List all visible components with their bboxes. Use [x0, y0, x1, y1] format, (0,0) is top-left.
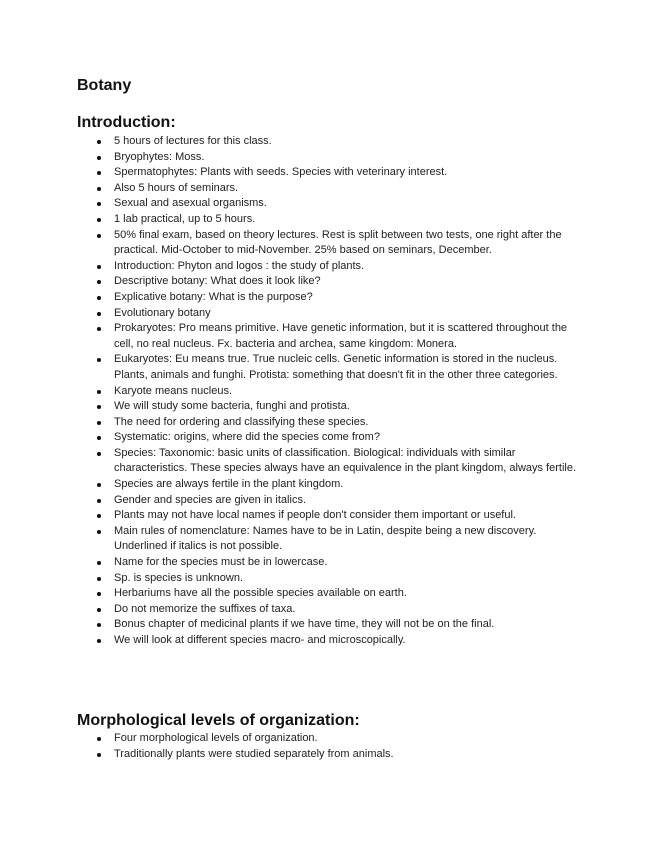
bullet-item: Explicative botany: What is the purpose? [0, 290, 580, 306]
bullet-item: Do not memorize the suffixes of taxa. [0, 602, 580, 618]
section-heading-introduction: Introduction: [77, 114, 176, 131]
bullet-item: Spermatophytes: Plants with seeds. Species with veterinary interest. [0, 165, 580, 181]
bullet-item: The need for ordering and classifying these species. [0, 415, 580, 431]
bullet-item: Descriptive botany: What does it look like? [0, 274, 580, 290]
bullet-item: Introduction: Phyton and logos : the study of plants. [0, 259, 580, 275]
bullet-item: Species: Taxonomic: basic units of classification. Biological: individuals with similar characteristics. These species always have an equivalence in the plant kingdom, always fertile. [0, 446, 580, 477]
bullet-item: Sexual and asexual organisms. [0, 196, 580, 212]
bullet-item: Main rules of nomenclature: Names have to be in Latin, despite being a new discovery. Underlined if italics is not possible. [0, 524, 580, 555]
document-title: Botany [77, 77, 132, 94]
morphological-bullet-list [0, 731, 580, 762]
bullet-item: Systematic: origins, where did the species come from? [0, 430, 580, 446]
bullet-item: Also 5 hours of seminars. [0, 181, 580, 197]
bullet-item: Sp. is species is unknown. [0, 571, 580, 587]
bullet-item: Four morphological levels of organization. [0, 731, 580, 747]
bullet-item: Gender and species are given in italics. [0, 493, 580, 509]
bullet-item: Bonus chapter of medicinal plants if we have time, they will not be on the final. [0, 617, 580, 633]
bullet-item: Herbariums have all the possible species available on earth. [0, 586, 580, 602]
bullet-item: Name for the species must be in lowercase. [0, 555, 580, 571]
bullet-item: Eukaryotes: Eu means true. True nucleic cells. Genetic information is stored in the nucleus. Plants, animals and funghi. Protista: something that doesn't fit in the other three categories. [0, 352, 580, 383]
section-heading-morphological-levels: Morphological levels of organization: [77, 712, 360, 729]
bullet-item: We will study some bacteria, funghi and protista. [0, 399, 580, 415]
bullet-item: Species are always fertile in the plant kingdom. [0, 477, 580, 493]
bullet-item: Prokaryotes: Pro means primitive. Have genetic information, but it is scattered throughout the cell, no real nucleus. Fx. bacteria and archea, same kingdom: Monera. [0, 321, 580, 352]
introduction-bullet-list [0, 134, 580, 649]
bullet-item: Bryophytes: Moss. [0, 150, 580, 166]
bullet-item: Evolutionary botany [0, 306, 580, 322]
bullet-item: 5 hours of lectures for this class. [0, 134, 580, 150]
bullet-item: Traditionally plants were studied separately from animals. [0, 747, 580, 763]
bullet-item: 50% final exam, based on theory lectures. Rest is split between two tests, one right after the practical. Mid-October to mid-November. 25% based on seminars, December. [0, 228, 580, 259]
bullet-item: Karyote means nucleus. [0, 384, 580, 400]
bullet-item: Plants may not have local names if people don't consider them important or useful. [0, 508, 580, 524]
bullet-item: We will look at different species macro- and microscopically. [0, 633, 580, 649]
bullet-item: 1 lab practical, up to 5 hours. [0, 212, 580, 228]
